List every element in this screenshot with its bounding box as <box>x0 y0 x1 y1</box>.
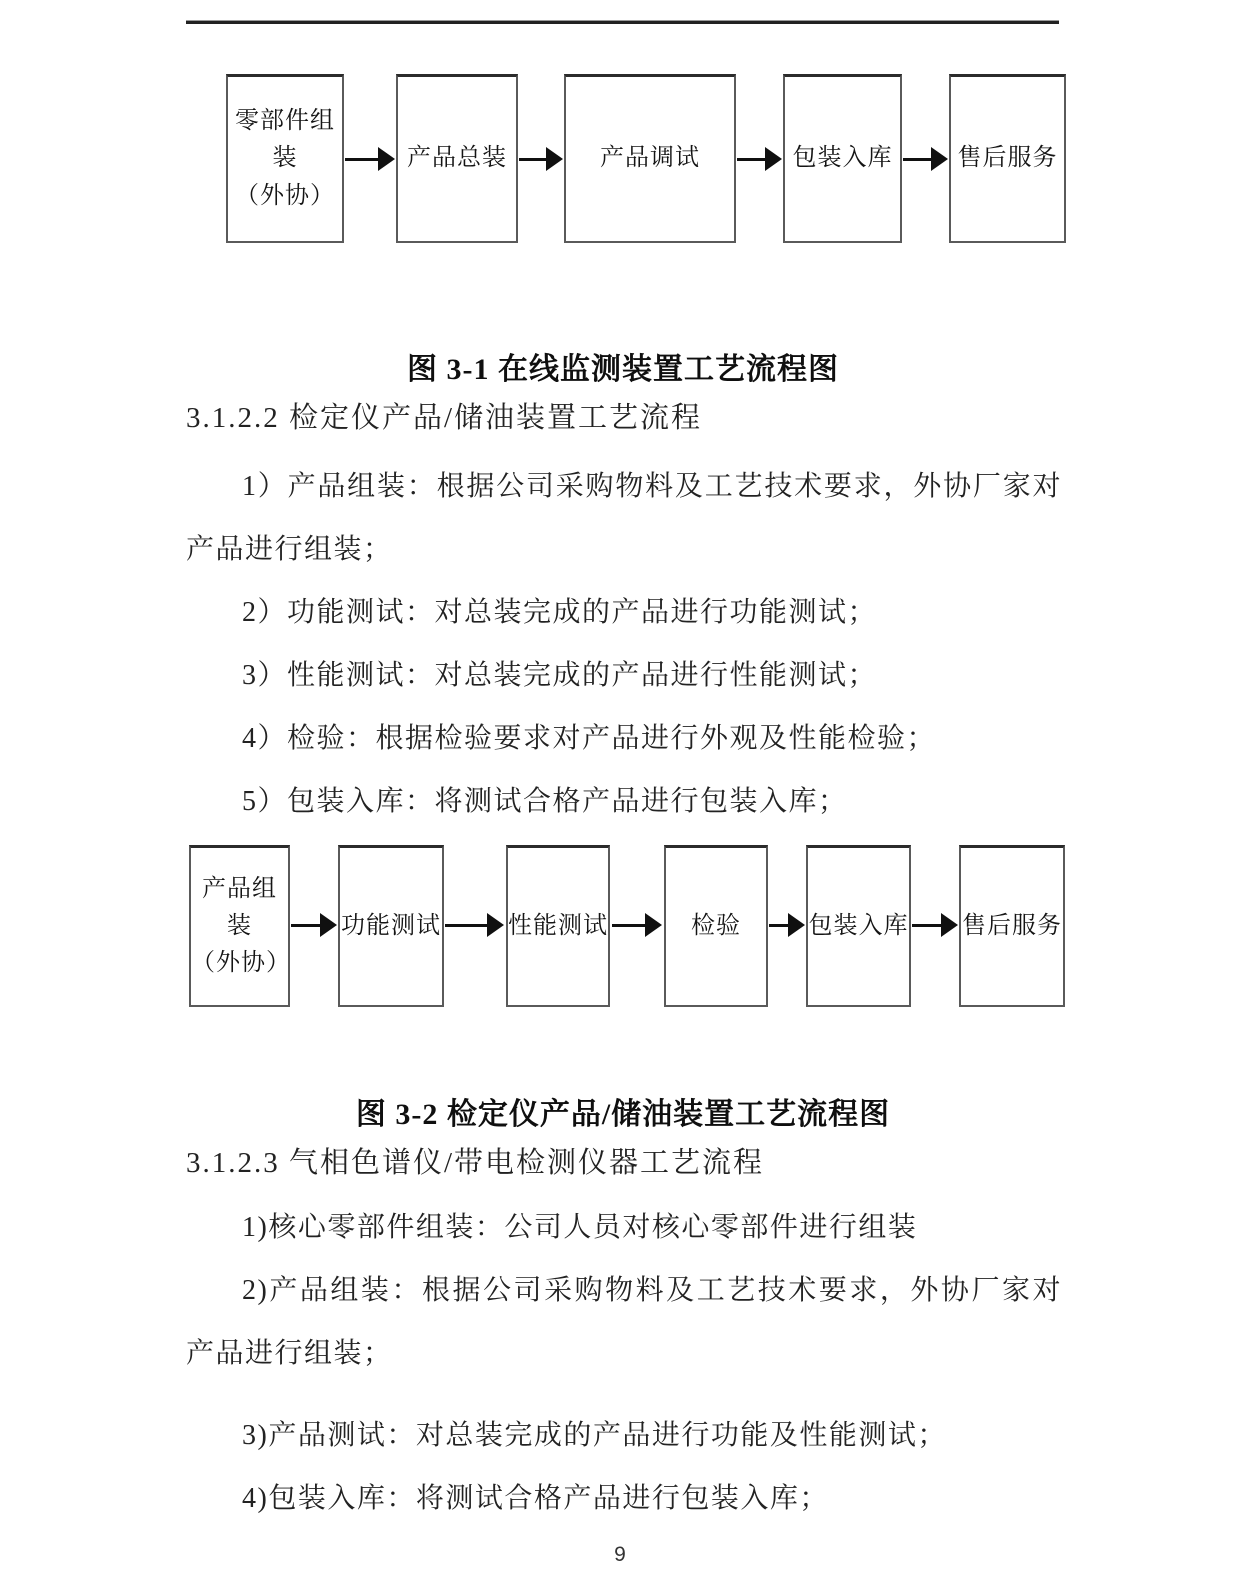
list-item: 4)包装入库：将测试合格产品进行包装入库； <box>242 1483 829 1514</box>
arrow-head <box>788 913 805 937</box>
list-item: 2）功能测试：对总装完成的产品进行功能测试； <box>242 597 878 628</box>
flow-arrow-right-icon <box>291 912 337 938</box>
flow-arrow-right-icon <box>445 912 504 938</box>
flow-node: 包装入库 <box>806 845 911 1007</box>
process-step-list <box>186 1404 1062 1530</box>
flow-node: 检验 <box>664 845 768 1007</box>
flow-node: 零部件组装 （外协） <box>226 74 344 243</box>
section-heading: 3.1.2.2 检定仪产品/储油装置工艺流程 <box>186 402 703 434</box>
flow-node: 售后服务 <box>949 74 1066 243</box>
arrow-shaft <box>445 924 487 927</box>
flow-arrow-right-icon <box>769 912 805 938</box>
flow-node: 售后服务 <box>959 845 1065 1007</box>
flow-node: 性能测试 <box>506 845 610 1007</box>
arrow-shaft <box>612 924 645 927</box>
arrow-shaft <box>291 924 320 927</box>
flow-node: 功能测试 <box>338 845 444 1007</box>
page-number: 9 <box>614 1543 626 1566</box>
arrow-head <box>487 913 504 937</box>
list-item: 2)产品组装：根据公司采购物料及工艺技术要求，外协厂家对产品进行组装； <box>186 1275 1062 1369</box>
process-step-list <box>186 1196 1062 1385</box>
figure-caption: 图 3-2 检定仪产品/储油装置工艺流程图 <box>355 1098 891 1131</box>
arrow-head <box>320 913 337 937</box>
arrow-shaft <box>912 924 941 927</box>
arrow-shaft <box>769 924 788 927</box>
list-item: 3）性能测试：对总装完成的产品进行性能测试； <box>242 660 878 691</box>
flow-arrow-right-icon <box>612 912 662 938</box>
list-item: 4）检验：根据检验要求对产品进行外观及性能检验； <box>242 723 937 754</box>
flow-node: 包装入库 <box>783 74 902 243</box>
list-item: 1）产品组装：根据公司采购物料及工艺技术要求，外协厂家对产品进行组装； <box>186 471 1062 565</box>
figure-caption: 图 3-1 在线监测装置工艺流程图 <box>407 353 839 386</box>
arrow-head <box>645 913 662 937</box>
list-item: 5）包装入库：将测试合格产品进行包装入库； <box>242 786 848 817</box>
flow-arrow-right-icon <box>912 912 958 938</box>
section-heading: 3.1.2.3 气相色谱仪/带电检测仪器工艺流程 <box>186 1147 765 1179</box>
flow-node: 产品总装 <box>396 74 518 243</box>
flow-node: 产品调试 <box>564 74 736 243</box>
list-item: 1)核心零部件组装：公司人员对核心零部件进行组装 <box>242 1212 918 1243</box>
list-item: 3)产品测试：对总装完成的产品进行功能及性能测试； <box>242 1420 947 1451</box>
flow-node: 产品组装 （外协） <box>189 845 290 1007</box>
arrow-head <box>941 913 958 937</box>
